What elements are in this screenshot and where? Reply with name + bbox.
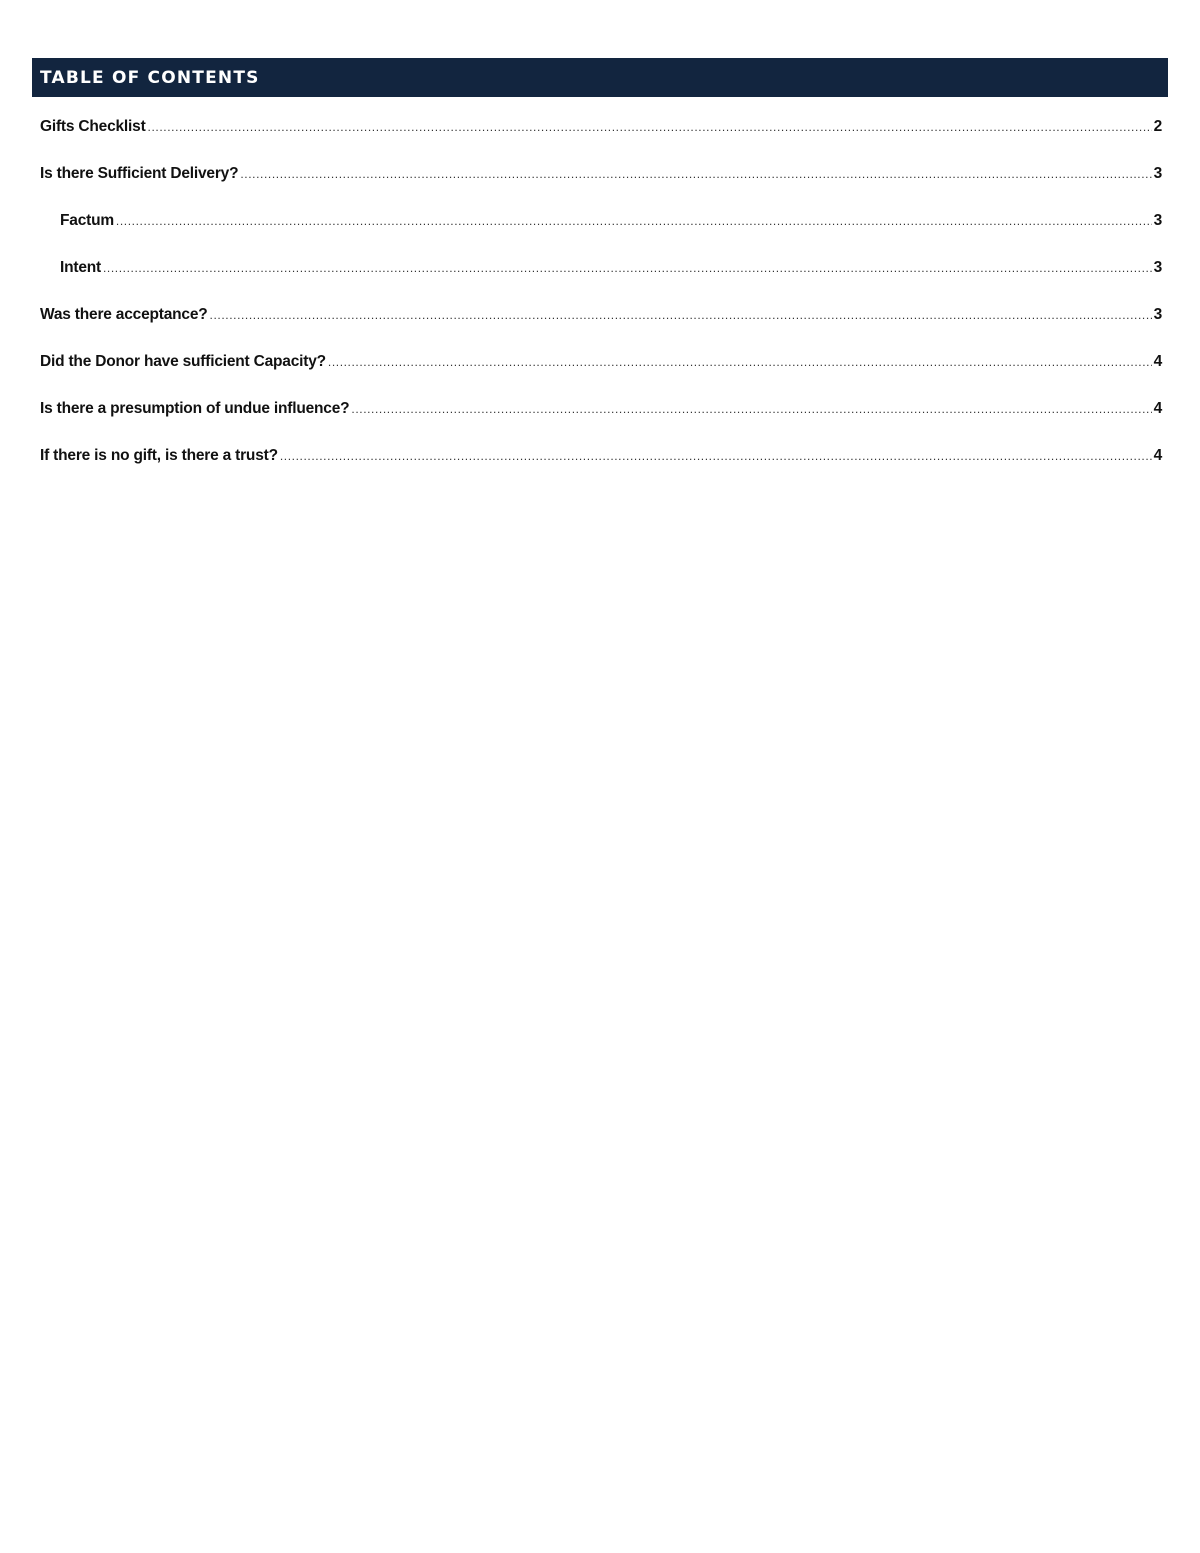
toc-dot-leader [103, 261, 1152, 275]
toc-dot-leader [210, 308, 1152, 322]
toc-entry-label: Gifts Checklist [40, 118, 146, 135]
toc-entry-intent[interactable] [40, 259, 1162, 306]
toc-dot-leader [280, 449, 1152, 463]
toc-list [40, 118, 1162, 494]
toc-page-number: 4 [1153, 353, 1162, 370]
toc-dot-leader [240, 167, 1151, 181]
toc-page-number: 4 [1153, 400, 1162, 417]
toc-entry-label: Was there acceptance? [40, 306, 208, 323]
toc-page-number: 3 [1153, 306, 1162, 323]
toc-dot-leader [148, 120, 1152, 134]
toc-entry-label: Is there Sufficient Delivery? [40, 165, 239, 182]
toc-header [32, 58, 1168, 97]
toc-entry-gifts-checklist[interactable] [40, 118, 1162, 165]
toc-page-number: 4 [1153, 447, 1162, 464]
toc-entry-label: Did the Donor have sufficient Capacity? [40, 353, 326, 370]
toc-page-number: 3 [1153, 259, 1162, 276]
toc-entry-label: Factum [60, 212, 114, 229]
toc-entry-trust[interactable] [40, 447, 1162, 494]
toc-page-number: 2 [1153, 118, 1162, 135]
toc-entry-undue-influence[interactable] [40, 400, 1162, 447]
toc-page-number: 3 [1153, 165, 1162, 182]
toc-entry-label: Is there a presumption of undue influence? [40, 400, 350, 417]
toc-entry-label: If there is no gift, is there a trust? [40, 447, 278, 464]
toc-page-number: 3 [1153, 212, 1162, 229]
toc-dot-leader [328, 355, 1152, 369]
toc-dot-leader [351, 402, 1151, 416]
toc-dot-leader [116, 214, 1152, 228]
toc-entry-sufficient-delivery[interactable] [40, 165, 1162, 212]
toc-entry-donor-capacity[interactable] [40, 353, 1162, 400]
toc-title: TABLE OF CONTENTS [40, 67, 260, 88]
toc-entry-label: Intent [60, 259, 101, 276]
toc-entry-factum[interactable] [40, 212, 1162, 259]
toc-entry-acceptance[interactable] [40, 306, 1162, 353]
